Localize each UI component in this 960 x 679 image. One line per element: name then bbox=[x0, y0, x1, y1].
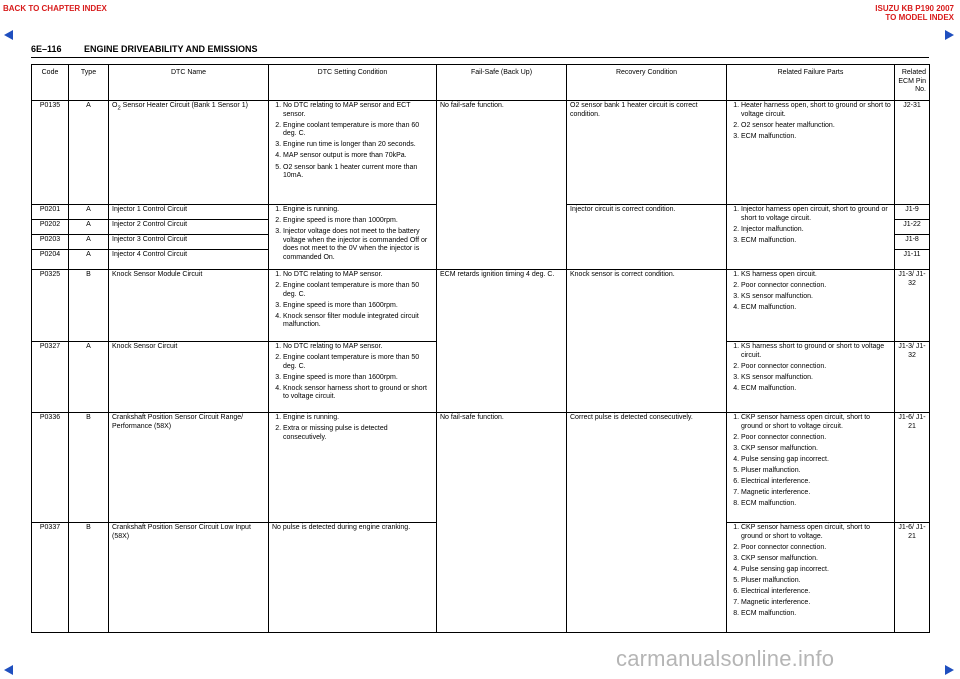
dtc-type: A bbox=[69, 101, 109, 205]
list-item: 2. Poor connector connection. bbox=[741, 363, 891, 372]
dtc-type: B bbox=[69, 413, 109, 523]
list-item: 1. No DTC relating to MAP sensor and ECT sensor. bbox=[283, 102, 433, 119]
dtc-type: A bbox=[69, 342, 109, 413]
list-item: 8. ECM malfunction. bbox=[741, 500, 891, 509]
ecm-pin: J1-6/ J1-21 bbox=[895, 523, 930, 633]
list-item: 4. MAP sensor output is more than 70kPa. bbox=[283, 152, 433, 161]
model-title: ISUZU KB P190 2007 bbox=[875, 4, 954, 13]
page-number: 6E–116 bbox=[31, 44, 62, 54]
dtc-code: P0336 bbox=[32, 413, 69, 523]
fail-safe: No fail-safe function. bbox=[437, 101, 567, 270]
dtc-code: P0202 bbox=[32, 220, 69, 235]
list-item: 3. KS sensor malfunction. bbox=[741, 374, 891, 383]
list-item: 2. Engine coolant temperature is more than 50 deg. C. bbox=[283, 282, 433, 299]
dtc-name bbox=[109, 101, 269, 205]
setting-condition bbox=[269, 342, 437, 413]
dtc-type: A bbox=[69, 220, 109, 235]
list-item: 2. Extra or missing pulse is detected consecutively. bbox=[283, 425, 433, 442]
dtc-code: P0325 bbox=[32, 270, 69, 342]
next-page-arrow-icon[interactable] bbox=[945, 30, 954, 40]
list-item: 2. Poor connector connection. bbox=[741, 544, 891, 553]
ecm-pin: J1-22 bbox=[895, 220, 930, 235]
col-header: Fail-Safe (Back Up) bbox=[437, 65, 567, 101]
ecm-pin: J1-11 bbox=[895, 250, 930, 270]
fail-safe: No fail-safe function. bbox=[437, 413, 567, 633]
related-parts bbox=[727, 205, 895, 270]
back-to-chapter-index-link[interactable]: BACK TO CHAPTER INDEX bbox=[3, 4, 107, 13]
related-parts bbox=[727, 101, 895, 205]
dtc-name-part: O bbox=[112, 102, 118, 109]
dtc-name: Knock Sensor Circuit bbox=[109, 342, 269, 413]
dtc-name-part: Sensor Heater Circuit (Bank 1 Sensor 1) bbox=[120, 102, 248, 109]
col-header: Related ECM Pin No. bbox=[895, 65, 930, 101]
list-item: 3. CKP sensor malfunction. bbox=[741, 445, 891, 454]
col-header: Related Failure Parts bbox=[727, 65, 895, 101]
list-item: 4. Pulse sensing gap incorrect. bbox=[741, 456, 891, 465]
dtc-code: P0201 bbox=[32, 205, 69, 220]
list-item: 1. KS harness open circuit. bbox=[741, 271, 891, 280]
ecm-pin: J1-3/ J1-32 bbox=[895, 342, 930, 413]
ecm-pin: J1-6/ J1-21 bbox=[895, 413, 930, 523]
list-item: 8. ECM malfunction. bbox=[741, 610, 891, 619]
col-header: Type bbox=[69, 65, 109, 101]
table-header-row bbox=[32, 65, 930, 101]
list-item: 3. ECM malfunction. bbox=[741, 133, 891, 142]
setting-condition bbox=[269, 205, 437, 270]
list-item: 3. KS sensor malfunction. bbox=[741, 293, 891, 302]
dtc-code: P0135 bbox=[32, 101, 69, 205]
list-item: 4. ECM malfunction. bbox=[741, 385, 891, 394]
dtc-name: Knock Sensor Module Circuit bbox=[109, 270, 269, 342]
prev-page-arrow-icon[interactable] bbox=[4, 30, 13, 40]
recovery-condition: Knock sensor is correct condition. bbox=[567, 270, 727, 413]
list-item: 5. O2 sensor bank 1 heater current more than 10mA. bbox=[283, 164, 433, 181]
dtc-code: P0203 bbox=[32, 235, 69, 250]
list-item: 1. No DTC relating to MAP sensor. bbox=[283, 271, 433, 280]
dtc-type: B bbox=[69, 523, 109, 633]
list-item: 1. CKP sensor harness open circuit, short to ground or short to voltage circuit. bbox=[741, 414, 891, 431]
ecm-pin: J1-9 bbox=[895, 205, 930, 220]
dtc-name: Injector 3 Control Circuit bbox=[109, 235, 269, 250]
recovery-condition: O2 sensor bank 1 heater circuit is correct condition. bbox=[567, 101, 727, 205]
setting-condition bbox=[269, 270, 437, 342]
list-item: 1. No DTC relating to MAP sensor. bbox=[283, 343, 433, 352]
list-item: 4. Knock sensor filter module integrated circuit malfunction. bbox=[283, 313, 433, 330]
dtc-type: B bbox=[69, 270, 109, 342]
dtc-type: A bbox=[69, 250, 109, 270]
related-parts bbox=[727, 270, 895, 342]
col-header: DTC Setting Condition bbox=[269, 65, 437, 101]
list-item: 3. ECM malfunction. bbox=[741, 237, 891, 246]
dtc-type: A bbox=[69, 205, 109, 220]
list-item: 7. Magnetic interference. bbox=[741, 599, 891, 608]
dtc-name: Injector 2 Control Circuit bbox=[109, 220, 269, 235]
dtc-type: A bbox=[69, 235, 109, 250]
list-item: 2. Poor connector connection. bbox=[741, 282, 891, 291]
list-item: 4. Knock sensor harness short to ground or short to voltage circuit. bbox=[283, 385, 433, 402]
list-item: 1. Engine is running. bbox=[283, 414, 433, 423]
list-item: 4. ECM malfunction. bbox=[741, 304, 891, 313]
model-index-label: TO MODEL INDEX bbox=[885, 13, 954, 22]
page-title: ENGINE DRIVEABILITY AND EMISSIONS bbox=[84, 44, 258, 54]
col-header: Code bbox=[32, 65, 69, 101]
fail-safe: ECM retards ignition timing 4 deg. C. bbox=[437, 270, 567, 413]
list-item: 5. Pluser malfunction. bbox=[741, 467, 891, 476]
setting-condition: No pulse is detected during engine cranking. bbox=[269, 523, 437, 633]
ecm-pin: J1-3/ J1-32 bbox=[895, 270, 930, 342]
table-row bbox=[32, 413, 930, 523]
list-item: 3. CKP sensor malfunction. bbox=[741, 555, 891, 564]
dtc-code: P0204 bbox=[32, 250, 69, 270]
related-parts bbox=[727, 523, 895, 633]
ecm-pin: J2-31 bbox=[895, 101, 930, 205]
list-item: 3. Engine speed is more than 1600rpm. bbox=[283, 302, 433, 311]
list-item: 2. Injector malfunction. bbox=[741, 226, 891, 235]
prev-page-arrow-bottom-icon[interactable] bbox=[4, 665, 13, 675]
col-header: Recovery Condition bbox=[567, 65, 727, 101]
list-item: 3. Injector voltage does not meet to the battery voltage when the injector is commanded Off or does not meet to the 0V when the injector is commanded On. bbox=[283, 228, 433, 262]
list-item: 2. Engine coolant temperature is more than 60 deg. C. bbox=[283, 122, 433, 139]
list-item: 1. Injector harness open circuit, short to ground or short to voltage circuit. bbox=[741, 206, 891, 223]
recovery-condition: Injector circuit is correct condition. bbox=[567, 205, 727, 270]
next-page-arrow-bottom-icon[interactable] bbox=[945, 665, 954, 675]
dtc-code: P0337 bbox=[32, 523, 69, 633]
list-item: 2. Engine coolant temperature is more than 50 deg. C. bbox=[283, 354, 433, 371]
related-parts bbox=[727, 342, 895, 413]
list-item: 4. Pulse sensing gap incorrect. bbox=[741, 566, 891, 575]
list-item: 2. O2 sensor heater malfunction. bbox=[741, 122, 891, 131]
dtc-name: Crankshaft Position Sensor Circuit Low Input (58X) bbox=[109, 523, 269, 633]
table-row bbox=[32, 101, 930, 205]
dtc-name: Crankshaft Position Sensor Circuit Range/ Performance (58X) bbox=[109, 413, 269, 523]
list-item: 3. Engine speed is more than 1600rpm. bbox=[283, 374, 433, 383]
list-item: 2. Poor connector connection. bbox=[741, 434, 891, 443]
list-item: 7. Magnetic interference. bbox=[741, 489, 891, 498]
page-header bbox=[31, 44, 929, 58]
dtc-name: Injector 4 Control Circuit bbox=[109, 250, 269, 270]
list-item: 1. Heater harness open, short to ground or short to voltage circuit. bbox=[741, 102, 891, 119]
setting-condition bbox=[269, 413, 437, 523]
col-header: DTC Name bbox=[109, 65, 269, 101]
dtc-name-sub: 2 bbox=[117, 105, 121, 112]
related-parts bbox=[727, 413, 895, 523]
table-row bbox=[32, 270, 930, 342]
list-item: 1. KS harness short to ground or short to voltage circuit. bbox=[741, 343, 891, 360]
list-item: 6. Electrical interference. bbox=[741, 478, 891, 487]
dtc-table bbox=[31, 64, 930, 633]
ecm-pin: J1-8 bbox=[895, 235, 930, 250]
list-item: 1. CKP sensor harness open circuit, short to ground or short to voltage. bbox=[741, 524, 891, 541]
list-item: 3. Engine run time is longer than 20 seconds. bbox=[283, 141, 433, 150]
model-index-link[interactable] bbox=[875, 4, 954, 22]
list-item: 5. Pluser malfunction. bbox=[741, 577, 891, 586]
watermark: carmanualsonline.info bbox=[616, 646, 835, 671]
dtc-name: Injector 1 Control Circuit bbox=[109, 205, 269, 220]
recovery-condition: Correct pulse is detected consecutively. bbox=[567, 413, 727, 633]
list-item: 2. Engine speed is more than 1000rpm. bbox=[283, 217, 433, 226]
dtc-code: P0327 bbox=[32, 342, 69, 413]
list-item: 1. Engine is running. bbox=[283, 206, 433, 215]
setting-condition bbox=[269, 101, 437, 205]
list-item: 6. Electrical interference. bbox=[741, 588, 891, 597]
